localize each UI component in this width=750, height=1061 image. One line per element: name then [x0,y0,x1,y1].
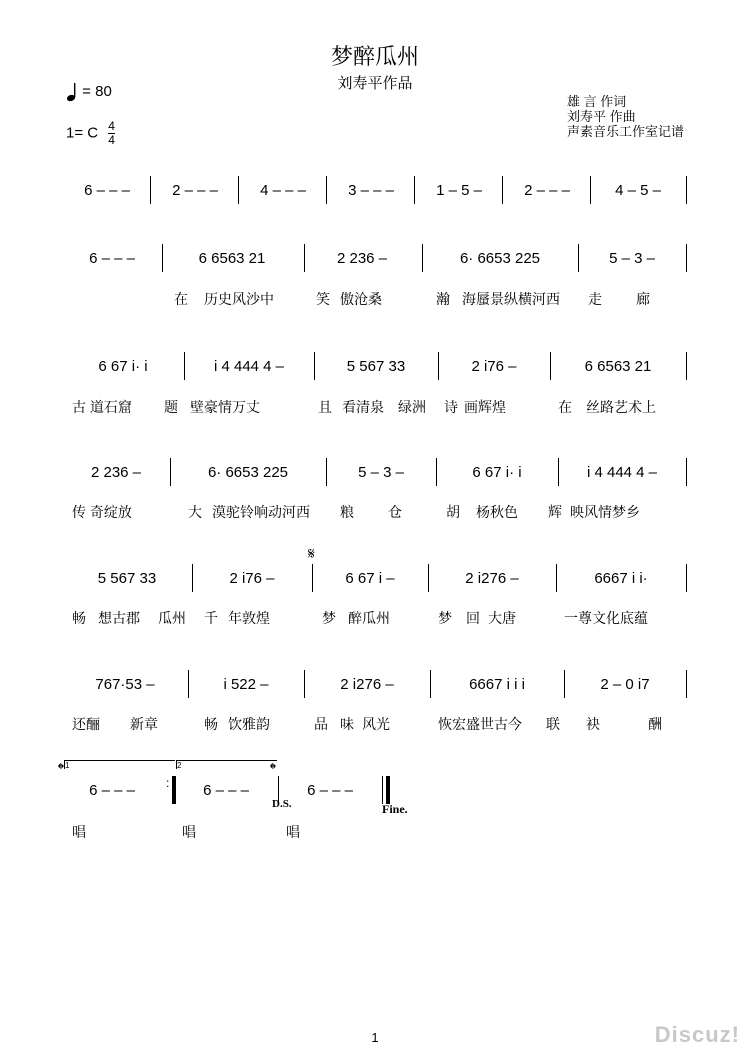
measure: 2 – 0 i7 [600,675,650,693]
score-system-2 [64,246,690,270]
lyric: 在 [174,291,188,307]
lyric: 漠驼铃响动河西 [212,504,310,520]
lyric: 映风情梦乡 [570,504,640,520]
lyric: 丝路艺术上 [586,399,656,415]
barline [556,564,557,592]
lyric: 新章 [130,716,158,732]
score-system-4 [64,460,690,484]
measure: i 522 – [223,675,269,693]
lyric: 梦 [322,610,336,626]
lyric: 辉 [548,504,562,520]
fine-mark: Fine. [382,802,408,816]
barline [502,176,503,204]
coda-sign: 𝄌 [58,760,64,780]
barline [162,244,163,272]
lyric: 大 [188,504,202,520]
measure: 5 567 33 [346,357,406,375]
barline [578,244,579,272]
lyric: 瓜州 [158,610,186,626]
measure: 6 67 i· i [98,357,148,375]
barline [326,176,327,204]
lyric: 题 [164,399,178,415]
measure: 6· 6653 225 [207,463,289,481]
barline [150,176,151,204]
first-ending-bracket [64,760,175,769]
time-signature [108,120,115,147]
lyric: 畅 [204,716,218,732]
measure: 6 – – – [89,781,135,799]
lyric: 还酾 [72,716,100,732]
measure: 6 – – – [203,781,249,799]
lyric: 古 道石窟 [72,399,132,415]
lyric: 袂 [586,716,600,732]
lyric: 风光 [362,716,390,732]
measure: 6 67 i· i [472,463,522,481]
measure: 2 – – – [172,181,218,199]
measure: 1 – 5 – [436,181,482,199]
transcriber-credit: 声素音乐工作室记谱 [566,124,684,139]
lyric: 粮 [340,504,354,520]
measure: 5 – 3 – [358,463,404,481]
repeat-dots: : [166,776,170,790]
lyric: 走 [588,291,602,307]
lyric: 海蜃景纵横河西 [462,291,560,307]
measure: 6667 i i· [594,569,648,587]
measure: 2 i76 – [229,569,275,587]
lyric: 大唐 [488,610,516,626]
barline [438,352,439,380]
measure: 2 i276 – [340,675,394,693]
measure: 2 i76 – [471,357,517,375]
lyric: 畅 [72,610,86,626]
dal-segno-mark: D.S. [272,798,292,810]
repeat-end-barline [172,776,176,804]
lyric: 传 奇绽放 [72,504,132,520]
barline [326,458,327,486]
lyric: 年敦煌 [228,610,270,626]
barline [414,176,415,204]
lyric: 且 [318,399,332,415]
measure: 5 – 3 – [609,249,655,267]
lyric: 画辉煌 [464,399,506,415]
key-label: 1= C [66,124,99,142]
lyric: 恢宏盛世古今 [438,716,522,732]
lyric: 在 [558,399,572,415]
credits [567,94,684,139]
lyricist-credit: 雄 言 作词 [566,94,627,109]
measure: 6· 6653 225 [459,249,541,267]
measure: i 4 444 4 – [586,463,658,481]
barline [428,564,429,592]
lyric: 笑 [316,291,330,307]
barline [558,458,559,486]
lyric: 酬 [648,716,662,732]
lyrics-line-7 [64,822,690,842]
barline [564,670,565,698]
second-ending-bracket [176,760,277,769]
lyric: 瀚 [436,291,450,307]
lyric: 联 [546,716,560,732]
page-number: 1 [371,1030,379,1045]
barline [170,458,171,486]
lyric: 历史风沙中 [204,291,274,307]
meter-top: 4 [108,119,115,133]
barline [686,176,687,204]
barline [192,564,193,592]
lyric: 唱 [72,824,86,840]
tempo-marking [66,82,112,102]
lyrics-line-3 [64,397,690,417]
barline [436,458,437,486]
measure: 4 – 5 – [615,181,661,199]
measure: 6 67 i – [345,569,395,587]
measure: 2 – – – [524,181,570,199]
measure: 6 – – – [307,781,353,799]
song-title: 梦醉瓜州 [330,44,419,69]
measure: 2 236 – [336,249,388,267]
lyric: 胡 [446,504,460,520]
lyrics-line-6 [64,714,690,734]
song-subtitle: 刘寿平作品 [337,75,413,92]
measure: 2 236 – [90,463,142,481]
lyrics-line-4 [64,502,690,522]
lyric: 杨秋色 [476,504,518,520]
watermark: Discuz! [654,1022,740,1047]
measure: 6 6563 21 [198,249,266,267]
measure: 4 – – – [260,181,306,199]
lyric: 唱 [182,824,196,840]
barline [382,776,383,804]
lyric: 回 [466,610,480,626]
composer-credit: 刘寿平 作曲 [566,109,636,124]
measure: 767·53 – [95,675,155,693]
final-barline [386,776,390,804]
barline [188,670,189,698]
measure: 3 – – – [348,181,394,199]
lyric: 一尊文化底蕴 [564,610,648,626]
score-system-6 [64,672,690,696]
barline [686,564,687,592]
lyric: 唱 [286,824,300,840]
lyric: 廊 [636,291,650,307]
measure: 5 567 33 [97,569,157,587]
lyric: 绿洲 [398,399,426,415]
barline [314,352,315,380]
tempo-value: = 80 [82,82,112,100]
segno-sign: 𝄋 [308,544,315,563]
barline [430,670,431,698]
barline [312,564,313,592]
barline [238,176,239,204]
lyric: 醉瓜州 [348,610,390,626]
measure: 6 – – – [89,249,135,267]
barline [422,244,423,272]
key-signature [66,120,115,147]
lyric: 千 [204,610,218,626]
barline [686,458,687,486]
lyric: 诗 [444,399,458,415]
lyric: 看清泉 [342,399,384,415]
lyrics-line-5 [64,608,690,628]
score-system-3 [64,354,690,378]
lyric: 味 [340,716,354,732]
lyric: 梦 [438,610,452,626]
lyric: 傲沧桑 [340,291,382,307]
lyric: 品 [314,716,328,732]
barline [304,244,305,272]
coda-sign: 𝄌 [270,760,276,780]
barline [304,670,305,698]
measure: 2 i276 – [465,569,519,587]
barline [686,244,687,272]
lyric: 仓 [388,504,402,520]
score-system-5 [64,566,690,590]
quarter-note-icon [66,82,78,102]
barline [550,352,551,380]
barline [686,352,687,380]
lyrics-line-2 [64,289,690,309]
volta-number: 1 [65,761,70,770]
lyric: 壁豪情万丈 [190,399,260,415]
barline [686,670,687,698]
meter-bottom: 4 [108,133,115,147]
score-system-1 [64,178,690,202]
lyric: 想古郡 [98,610,140,626]
lyric: 饮雅韵 [228,716,270,732]
volta-number: 2 [177,761,182,770]
measure: 6 6563 21 [584,357,652,375]
measure: i 4 444 4 – [213,357,285,375]
measure: 6667 i i i [469,675,525,693]
measure: 6 – – – [84,181,130,199]
score-system-7 [64,778,690,802]
barline [590,176,591,204]
barline [184,352,185,380]
